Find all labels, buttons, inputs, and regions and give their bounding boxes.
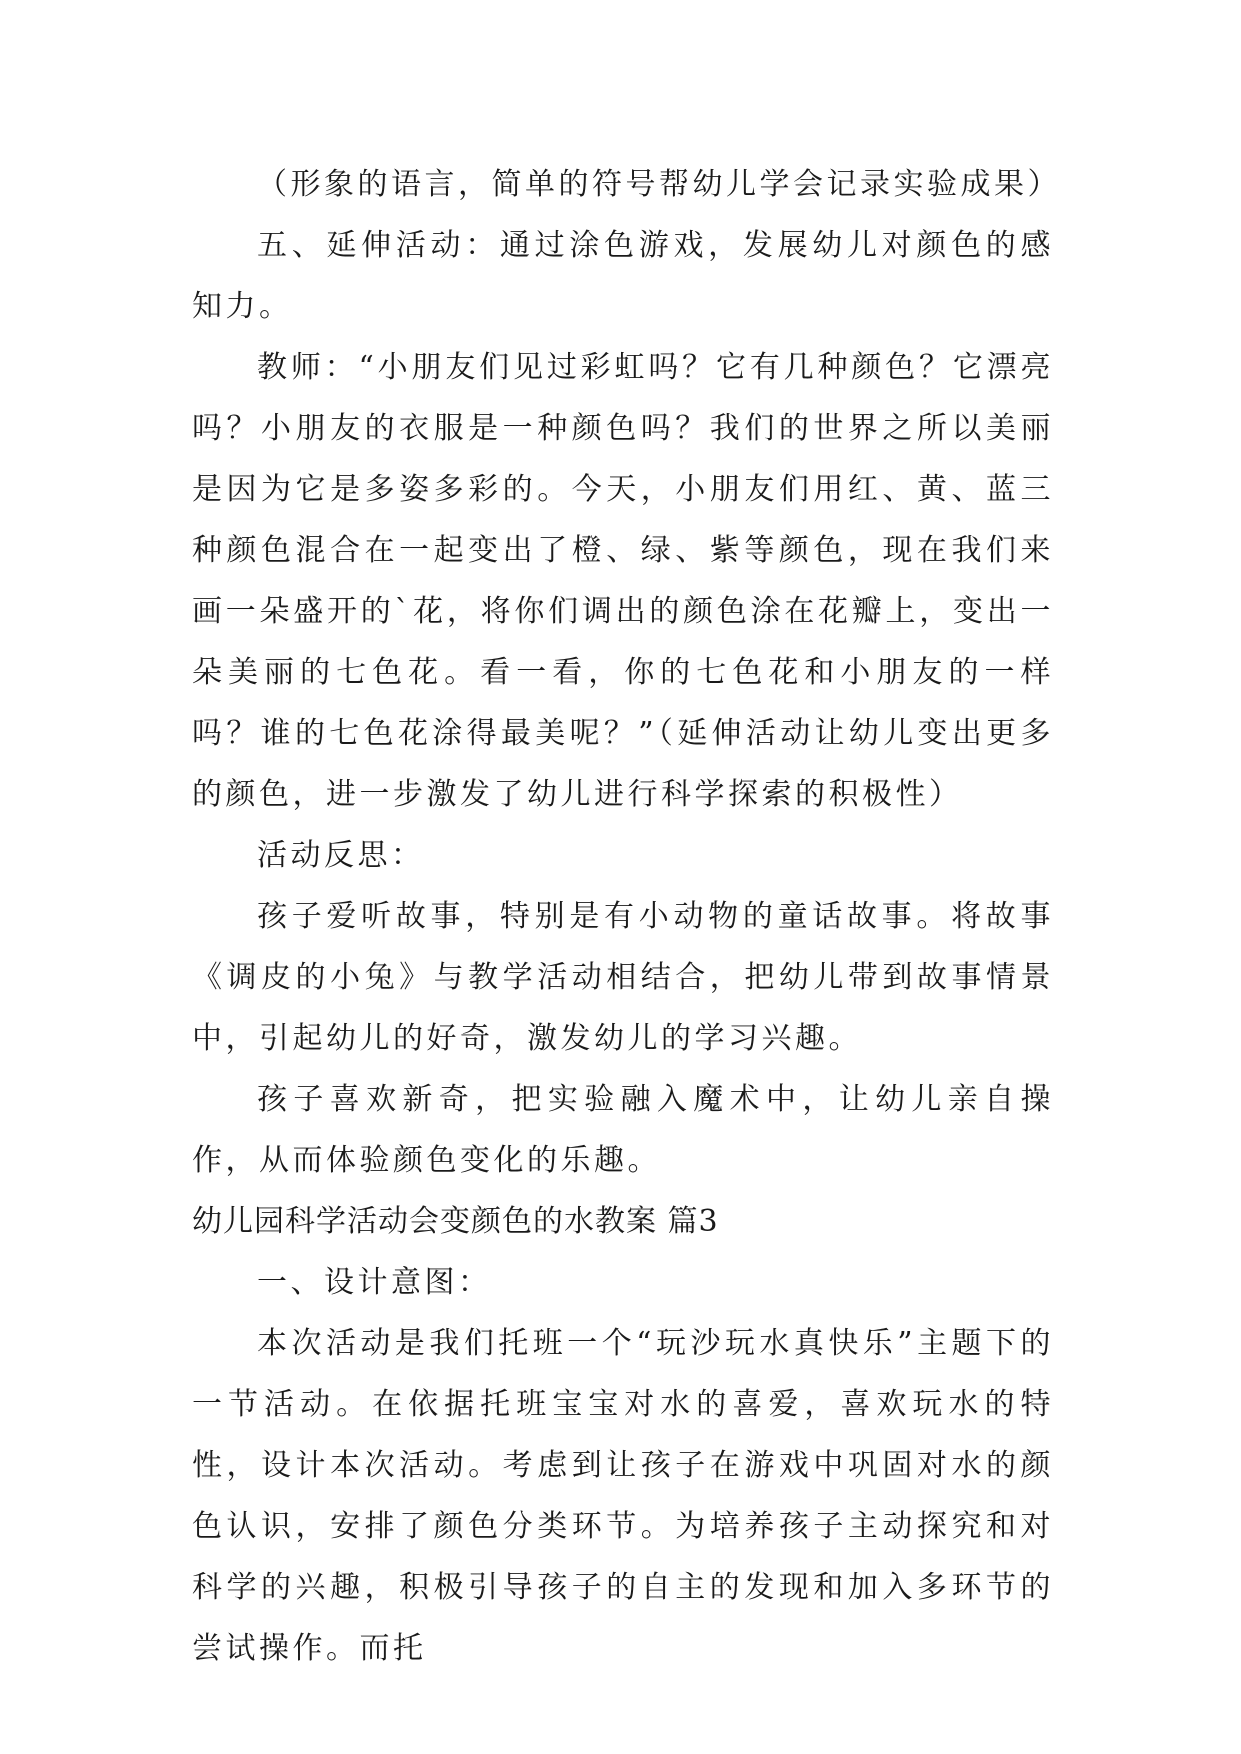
- document-body: [192, 154, 1061, 1679]
- paragraph-reflection-label: 活动反思：: [257, 838, 425, 873]
- paragraph-teacher-dialogue: 教师：“小朋友们见过彩虹吗？它有几种颜色？它漂亮吗？小朋友的衣服是一种颜色吗？我们的世界之所以美丽是因为它是多姿多彩的。今天，小朋友们用红、黄、蓝三种颜色混合在一起变出了橙、绿、紫等颜色，现在我们来画一朵盛开的`花，将你们调出的颜色涂在花瓣上，变出一朵美丽的七色花。看一看，你的七色花和小朋友的一样吗？谁的七色花涂得最美呢？”（延伸活动让幼儿变出更多的颜色，进一步激发了幼儿进行科学探索的积极性）: [192, 350, 1054, 812]
- paragraph-design-intent-label: 一、设计意图：: [257, 1265, 492, 1300]
- paragraph-reflection-story: 孩子爱听故事，特别是有小动物的童话故事。将故事《调皮的小兔》与教学活动相结合，把幼儿带到故事情景中，引起幼儿的好奇，激发幼儿的学习兴趣。: [192, 899, 1054, 1056]
- paragraph-reflection-magic: 孩子喜欢新奇，把实验融入魔术中，让幼儿亲自操作，从而体验颜色变化的乐趣。: [192, 1082, 1054, 1178]
- paragraph-record-note: （形象的语言，简单的符号帮幼儿学会记录实验成果）: [257, 167, 1061, 202]
- paragraph-extension-activity: 五、延伸活动：通过涂色游戏，发展幼儿对颜色的感知力。: [192, 228, 1054, 324]
- paragraph-design-intent: 本次活动是我们托班一个“玩沙玩水真快乐”主题下的一节活动。在依据托班宝宝对水的喜爱，喜欢玩水的特性，设计本次活动。考虑到让孩子在游戏中巩固对水的颜色认识，安排了颜色分类环节。为培养孩子主动探究和对科学的兴趣，积极引导孩子的自主的发现和加入多环节的尝试操作。而托: [192, 1326, 1054, 1666]
- section-heading: 幼儿园科学活动会变颜色的水教案 篇3: [192, 1204, 719, 1239]
